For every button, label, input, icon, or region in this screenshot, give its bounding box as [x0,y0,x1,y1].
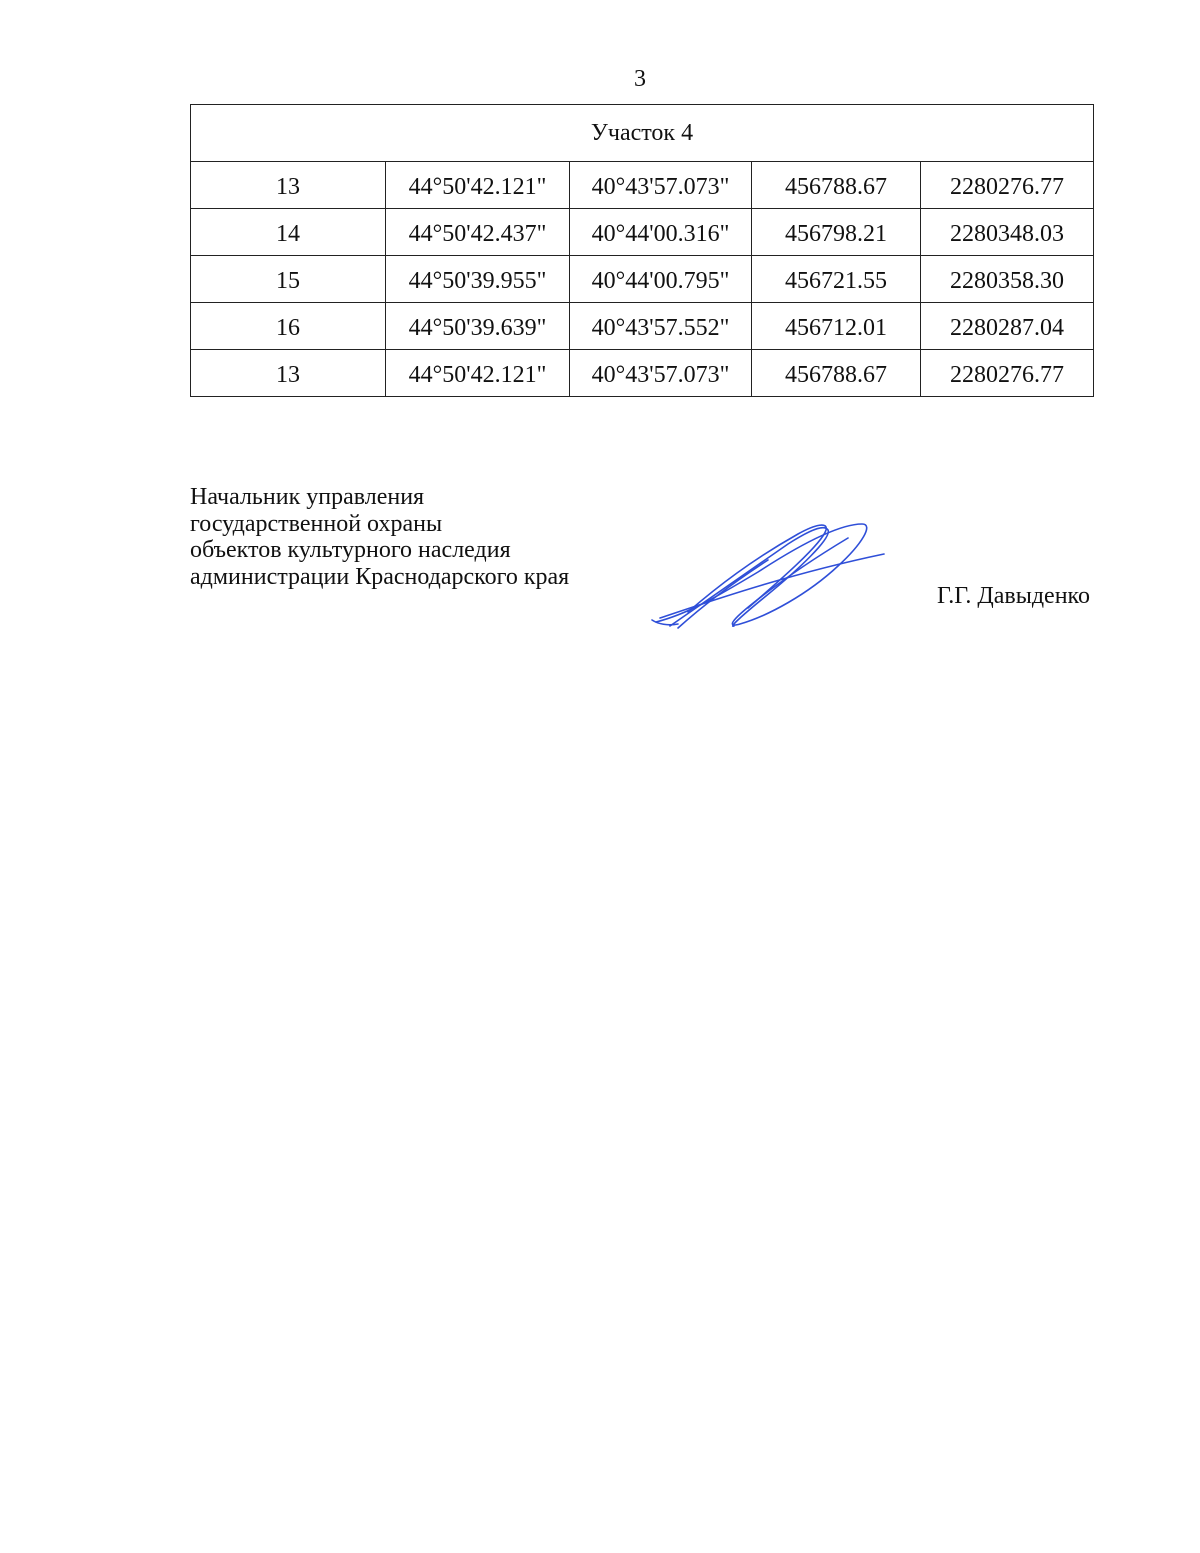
table-row [191,256,1094,303]
table-body [191,105,1094,397]
table-cell: 2280358.30 [921,256,1094,303]
position-line: государственной охраны [190,510,443,537]
table-cell: 456788.67 [752,162,921,209]
table-cell: 13 [191,350,386,397]
table-row [191,162,1094,209]
section-header-row [191,105,1094,162]
table-cell: 456721.55 [752,256,921,303]
table-cell: 40°44'00.316" [570,209,752,256]
table-cell: 456788.67 [752,350,921,397]
table-cell: 16 [191,303,386,350]
position-line: объектов культурного наследия [190,537,511,563]
section-title: Участок 4 [191,105,1094,162]
table-cell: 44°50'42.121" [386,350,570,397]
table-cell: 2280276.77 [921,162,1094,209]
table-cell: 456798.21 [752,209,921,256]
table-cell: 456712.01 [752,303,921,350]
table-cell: 2280348.03 [921,209,1094,256]
page-number: 3 [634,66,646,92]
position-line: администрации Краснодарского края [190,563,570,590]
table-cell: 40°44'00.795" [570,256,752,303]
table-cell: 15 [191,256,386,303]
table-cell: 40°43'57.552" [570,303,752,350]
table-cell: 14 [191,209,386,256]
signatory-position [190,484,569,590]
signatory-name: Г.Г. Давыденко [937,583,1090,609]
table-cell: 2280287.04 [921,303,1094,350]
coordinates-table [190,104,1094,397]
table-cell: 2280276.77 [921,350,1094,397]
table-row [191,303,1094,350]
table-cell: 44°50'42.121" [386,162,570,209]
table-cell: 40°43'57.073" [570,350,752,397]
position-line: Начальник управления [190,484,425,510]
table-row [191,350,1094,397]
handwritten-signature [648,516,888,632]
table-cell: 13 [191,162,386,209]
table-cell: 40°43'57.073" [570,162,752,209]
table-cell: 44°50'39.639" [386,303,570,350]
table-cell: 44°50'42.437" [386,209,570,256]
table-row [191,209,1094,256]
table-cell: 44°50'39.955" [386,256,570,303]
